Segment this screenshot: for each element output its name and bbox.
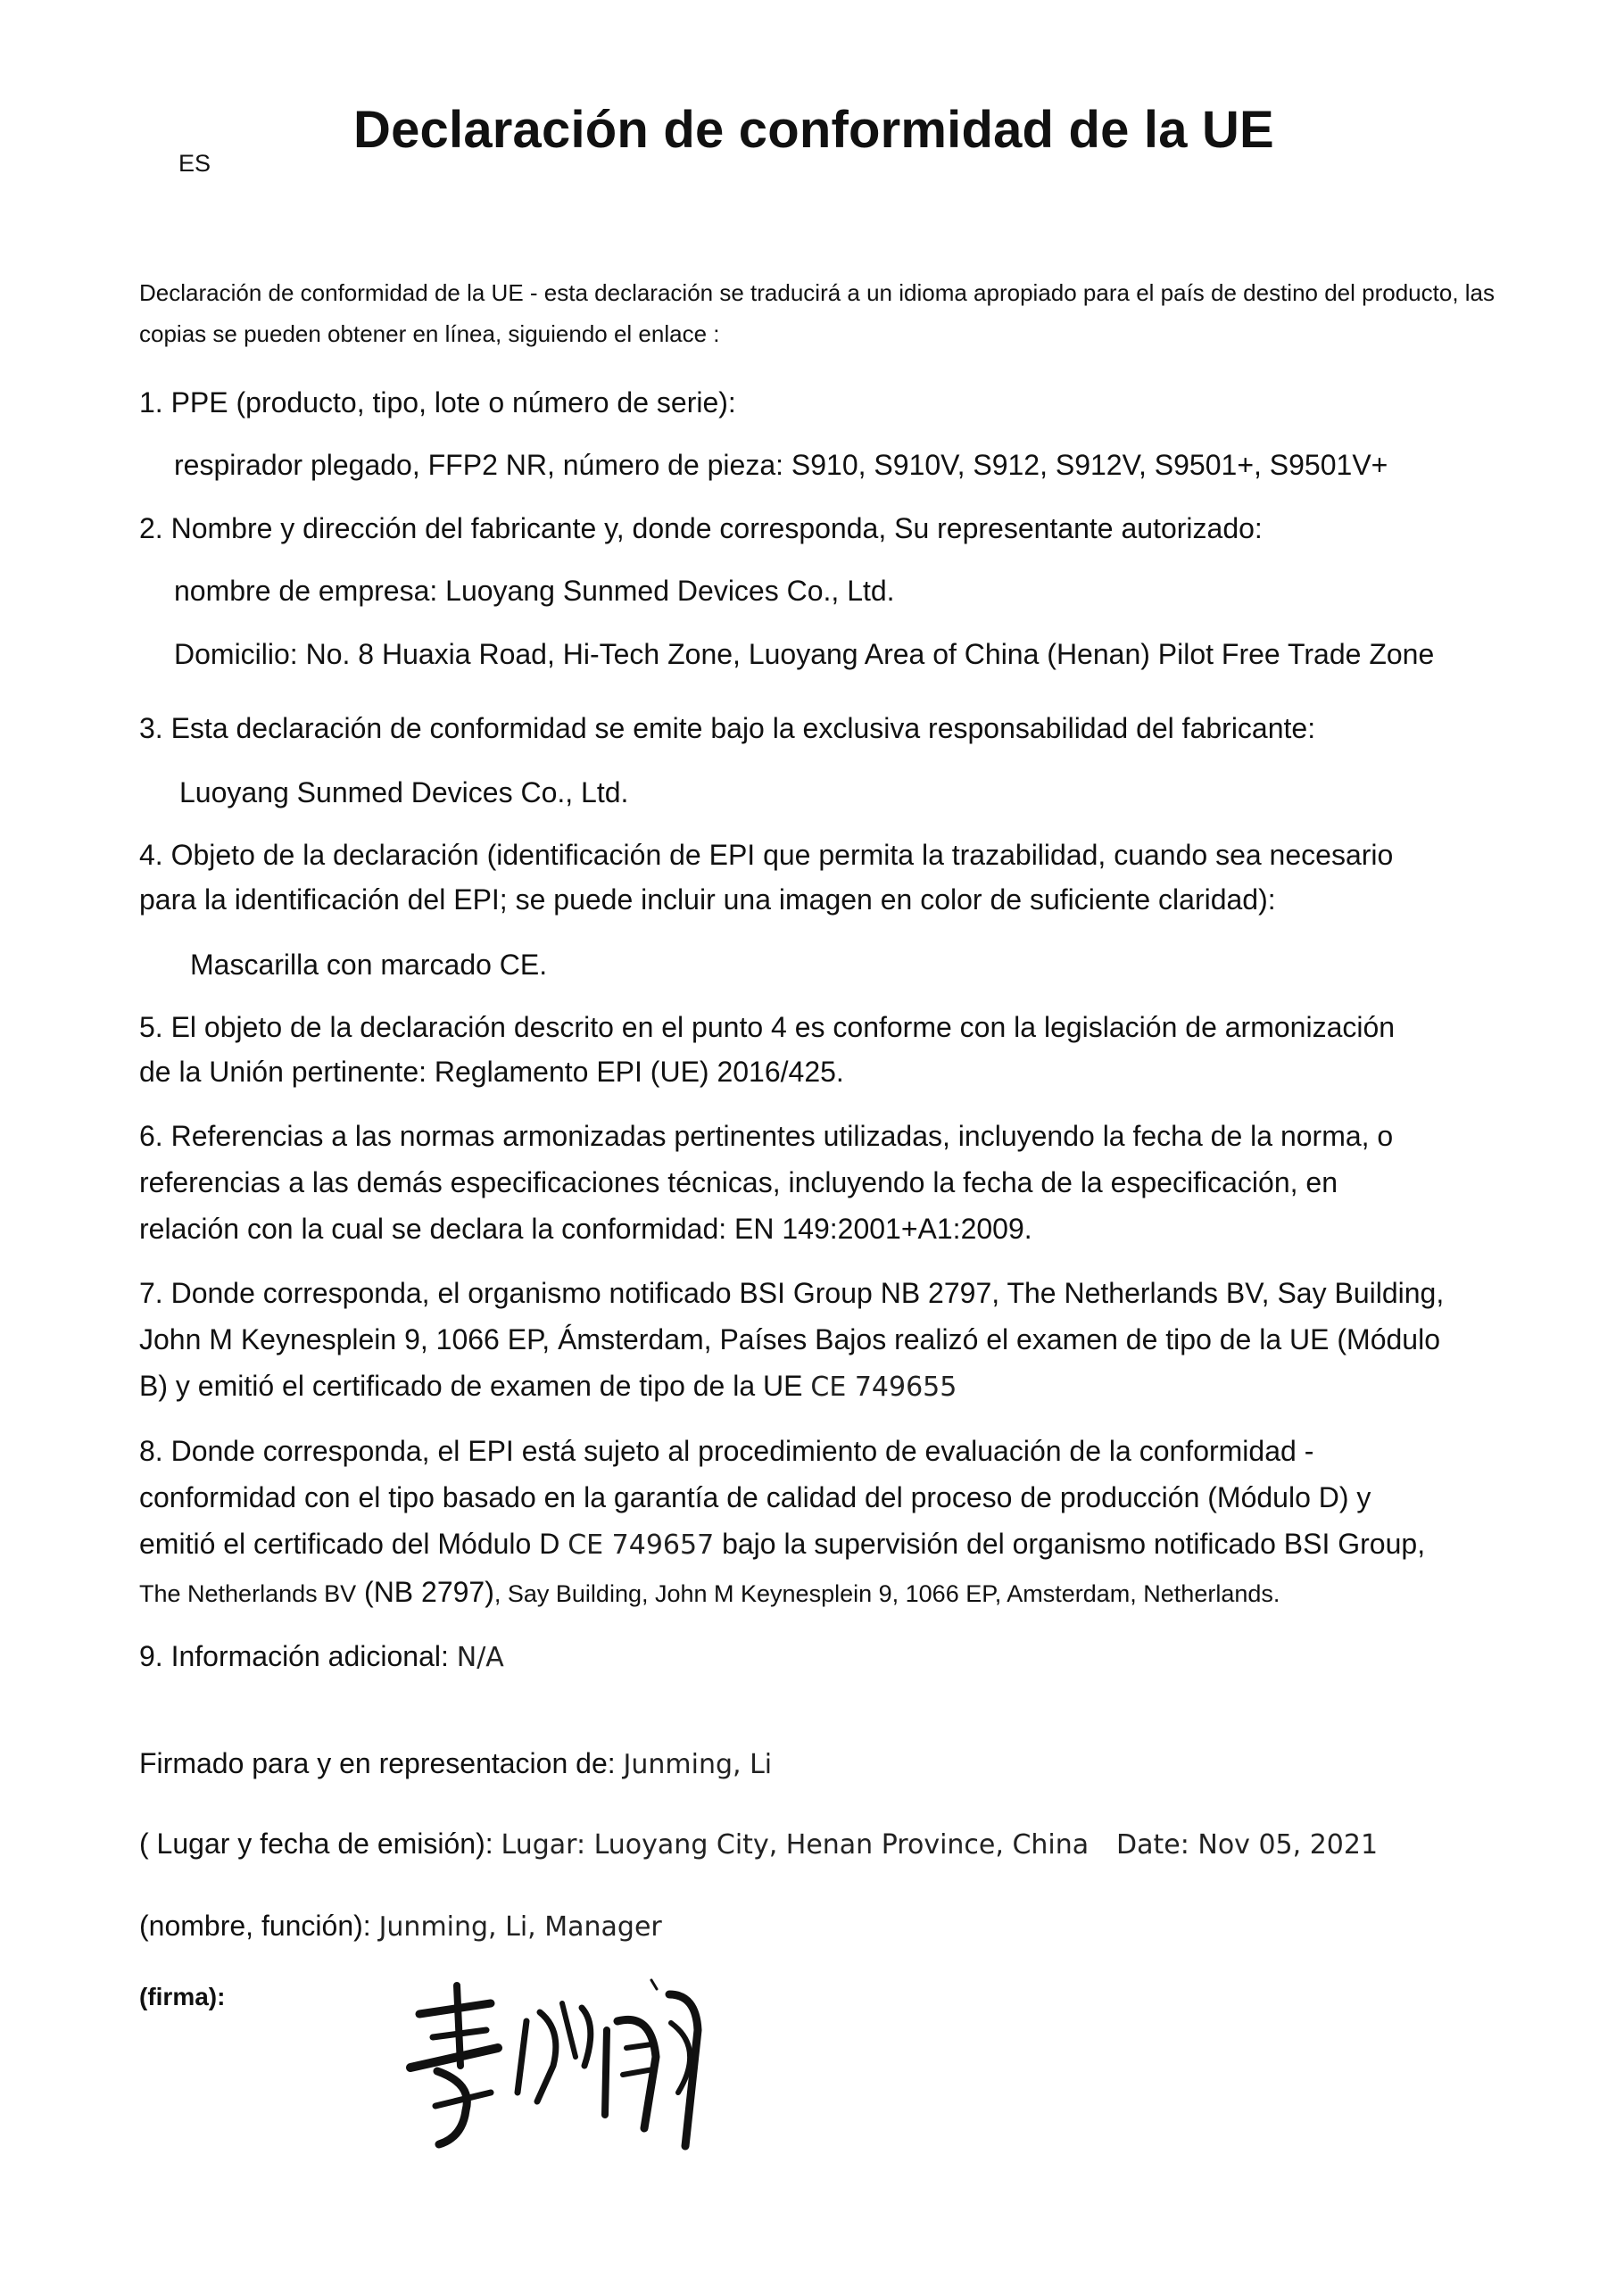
item-1-detail: respirador plegado, FFP2 NR, número de pieza: S910, S910V, S912, S912V, S9501+, S9501V+: [174, 449, 1388, 481]
handwritten-signature-image: [384, 1959, 741, 2155]
signed-for-label: Firmado para y en representacion de:: [139, 1747, 616, 1779]
page-title: Declaración de conformidad de la UE: [353, 101, 1274, 159]
item-9-value: N/A: [456, 1642, 504, 1673]
signature-label: (firma):: [139, 1983, 226, 2010]
signed-for-line: [139, 1747, 772, 1780]
item-5-line-2: de la Unión pertinente: Reglamento EPI (UE) 2016/425.: [139, 1056, 844, 1088]
item-2-heading: 2. Nombre y dirección del fabricante y, donde corresponda, Su representante autorizado:: [139, 512, 1263, 544]
item-8-line-3-pre: emitió el certificado del Módulo D: [139, 1528, 560, 1560]
signed-for-value: Junming, Li: [623, 1749, 773, 1780]
place-date-label: ( Lugar y fecha de emisión):: [139, 1828, 493, 1860]
intro-paragraph: Declaración de conformidad de la UE - esta declaración se traducirá a un idioma apropiado para el país de destino del producto, las copias se pueden obtener en línea, siguiendo el enlace :: [139, 279, 1496, 347]
name-function-value: Junming, Li, Manager: [378, 1911, 662, 1943]
item-4-line-2: para la identificación del EPI; se puede incluir una imagen en color de suficiente claridad):: [139, 883, 1276, 916]
item-8-line-4-b: (NB 2797): [364, 1576, 494, 1608]
item-8-line-4-a: The Netherlands BV: [139, 1580, 357, 1607]
item-7-line-2: John M Keynesplein 9, 1066 EP, Ámsterdam, Países Bajos realizó el examen de tipo de la UE (Módulo: [139, 1323, 1440, 1355]
item-1-heading: 1. PPE (producto, tipo, lote o número de serie):: [139, 386, 736, 419]
item-7-line-1: 7. Donde corresponda, el organismo notificado BSI Group NB 2797, The Netherlands BV, Say Building,: [139, 1277, 1445, 1309]
item-8-certificate-number: CE 749657: [568, 1529, 715, 1561]
item-8-line-1: 8. Donde corresponda, el EPI está sujeto al procedimiento de evaluación de la conformidad -: [139, 1435, 1314, 1467]
item-6-line-3: relación con la cual se declara la conformidad: EN 149:2001+A1:2009.: [139, 1213, 1032, 1245]
item-6-line-2: referencias a las demás especificaciones técnicas, incluyendo la fecha de la especificación, en: [139, 1166, 1338, 1198]
item-6-line-1: 6. Referencias a las normas armonizadas pertinentes utilizadas, incluyendo la fecha de la norma, o: [139, 1120, 1394, 1152]
item-3-detail: Luoyang Sunmed Devices Co., Ltd.: [179, 776, 629, 808]
item-8-line-3-post: bajo la supervisión del organismo notificado BSI Group,: [722, 1528, 1426, 1560]
item-3-heading: 3. Esta declaración de conformidad se emite bajo la exclusiva responsabilidad del fabricante:: [139, 712, 1316, 744]
date-value: Date: Nov 05, 2021: [1116, 1829, 1379, 1861]
item-9-label: 9. Información adicional:: [139, 1640, 449, 1672]
name-function-label: (nombre, función):: [139, 1910, 371, 1942]
item-8-line-3: [139, 1528, 1425, 1561]
item-8-line-2: conformidad con el tipo basado en la garantía de calidad del proceso de producción (Módulo D) y: [139, 1481, 1371, 1513]
item-4-detail: Mascarilla con marcado CE.: [190, 949, 548, 981]
item-5-line-1: 5. El objeto de la declaración descrito en el punto 4 es conforme con la legislación de armonización: [139, 1011, 1396, 1043]
item-9-line: [139, 1640, 504, 1673]
item-7-certificate-number: CE 749655: [810, 1372, 957, 1403]
item-8-line-4: [139, 1576, 1280, 1609]
place-date-line: [139, 1828, 1378, 1861]
language-code: ES: [178, 150, 211, 177]
item-8-line-4-c: , Say Building, John M Keynesplein 9, 1066 EP, Amsterdam, Netherlands.: [493, 1580, 1280, 1607]
item-4-line-1: 4. Objeto de la declaración (identificación de EPI que permita la trazabilidad, cuando sea necesario: [139, 839, 1394, 871]
item-2-address: Domicilio: No. 8 Huaxia Road, Hi-Tech Zone, Luoyang Area of China (Henan) Pilot Free Trade Zone: [174, 638, 1435, 670]
item-7-line-3: [139, 1370, 957, 1403]
name-function-line: [139, 1910, 662, 1943]
item-7-line-3-text: B) y emitió el certificado de examen de tipo de la UE: [139, 1370, 803, 1402]
item-2-company: nombre de empresa: Luoyang Sunmed Devices Co., Ltd.: [174, 575, 895, 607]
place-value: Lugar: Luoyang City, Henan Province, China: [501, 1829, 1090, 1861]
